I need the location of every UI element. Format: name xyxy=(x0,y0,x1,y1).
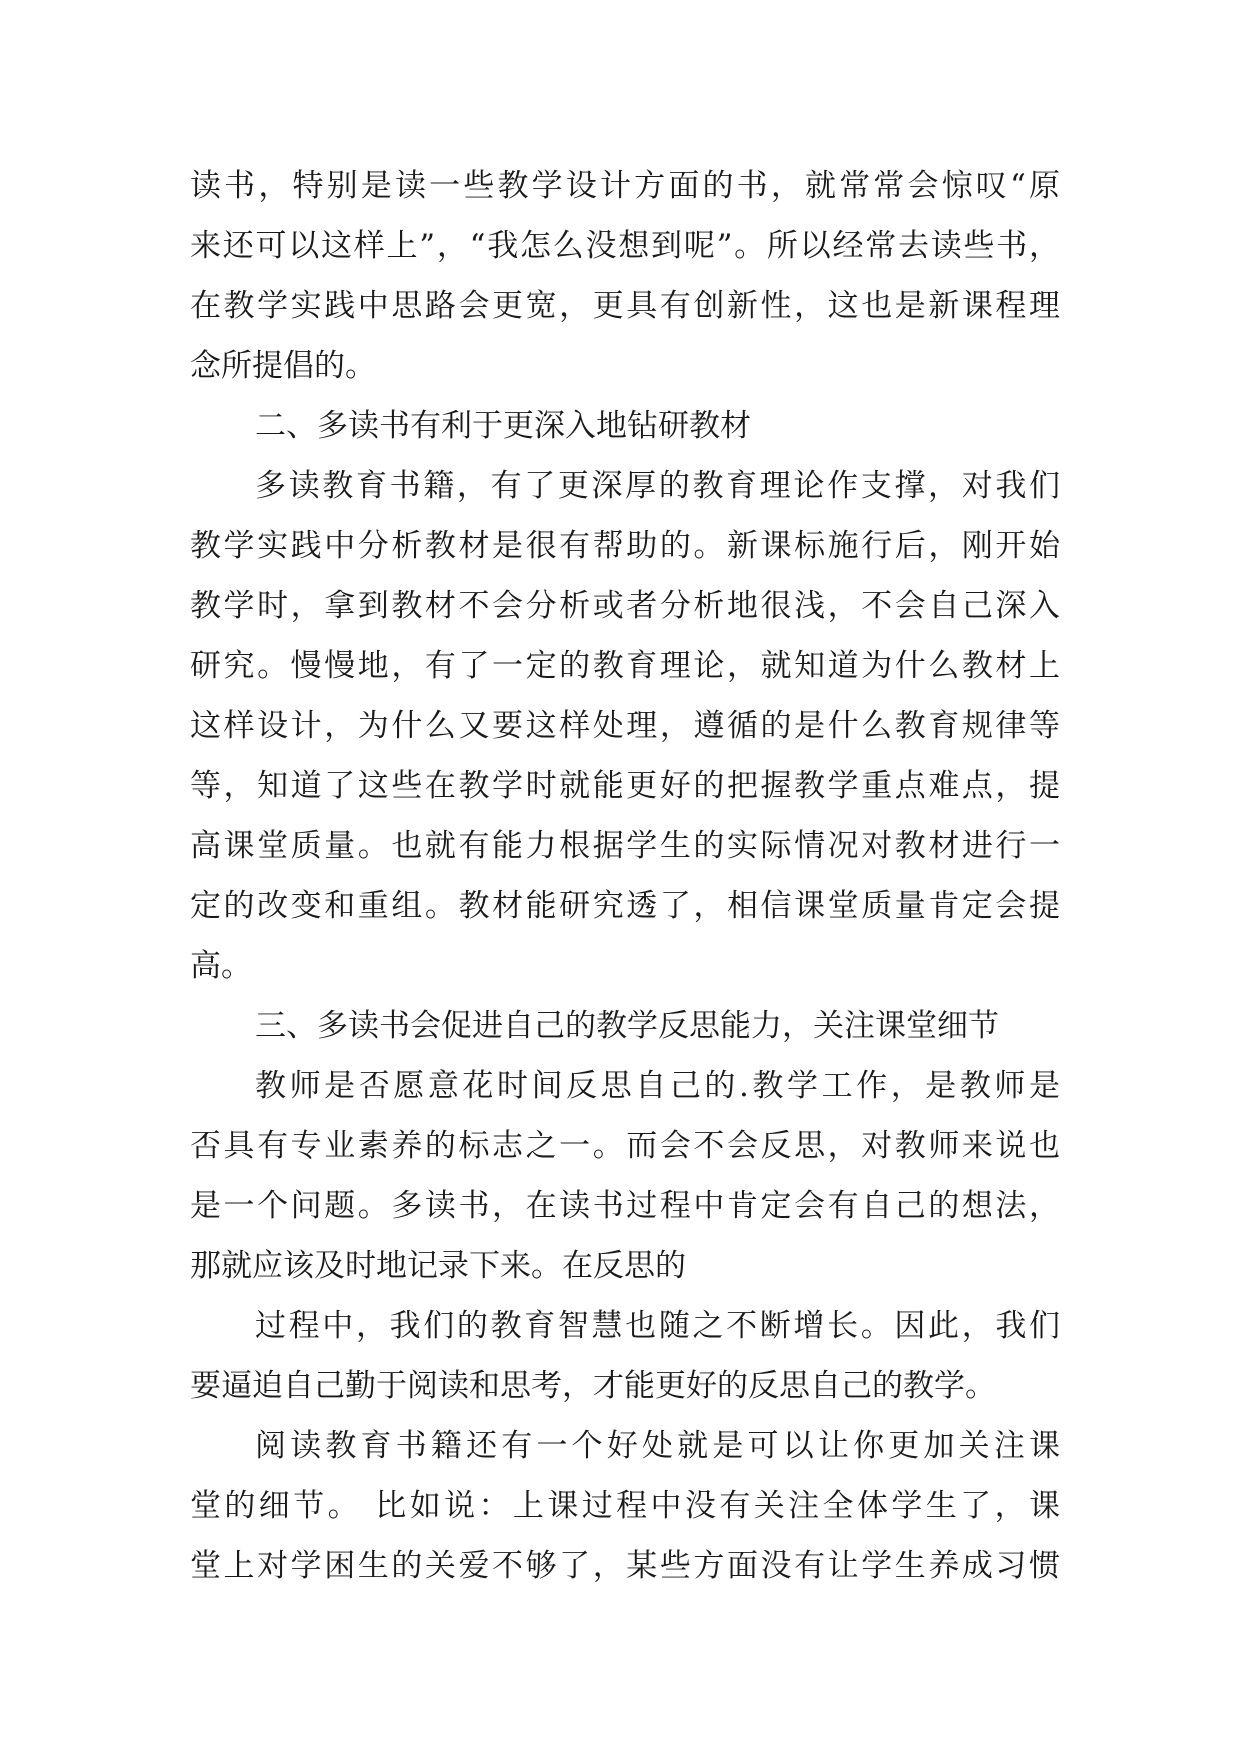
document-body xyxy=(190,156,1060,1596)
text-line: 来还可以这样上”，“我怎么没想到呢”。所以经常去读些书， xyxy=(190,228,1060,264)
text-line: 等，知道了这些在教学时就能更好的把握教学重点难点，提 xyxy=(190,768,1060,804)
text-line: 教学时，拿到教材不会分析或者分析地很浅，不会自己深入 xyxy=(190,588,1060,624)
text-line: 阅读教育书籍还有一个好处就是可以让你更加关注课 xyxy=(255,1428,1060,1464)
text-line: 在教学实践中思路会更宽，更具有创新性，这也是新课程理 xyxy=(190,288,1060,324)
text-line: 这样设计，为什么又要这样处理，遵循的是什么教育规律等 xyxy=(190,708,1060,744)
text-line: 堂的细节。 比如说：上课过程中没有关注全体学生了，课 xyxy=(190,1488,1060,1524)
text-line: 读书，特别是读一些教学设计方面的书，就常常会惊叹“原 xyxy=(190,168,1060,204)
text-line: 堂上对学困生的关爱不够了，某些方面没有让学生养成习惯 xyxy=(190,1548,1060,1584)
text-line: 要逼迫自己勤于阅读和思考，才能更好的反思自己的教学。 xyxy=(190,1368,996,1404)
text-line: 教学实践中分析教材是很有帮助的。新课标施行后，刚开始 xyxy=(190,528,1060,564)
text-line: 是一个问题。多读书，在读书过程中肯定会有自己的想法， xyxy=(190,1188,1060,1224)
text-line: 二、多读书有利于更深入地钻研教材 xyxy=(255,408,751,444)
text-line: 研究。慢慢地，有了一定的教育理论，就知道为什么教材上 xyxy=(190,648,1060,684)
text-line: 否具有专业素养的标志之一。而会不会反思，对教师来说也 xyxy=(190,1128,1060,1164)
text-line: 高课堂质量。也就有能力根据学生的实际情况对教材进行一 xyxy=(190,828,1060,864)
text-line: 定的改变和重组。教材能研究透了，相信课堂质量肯定会提 xyxy=(190,888,1060,924)
text-line: 三、多读书会促进自己的教学反思能力，关注课堂细节 xyxy=(255,1008,999,1044)
text-line: 过程中，我们的教育智慧也随之不断增长。因此，我们 xyxy=(255,1308,1060,1344)
text-line: 念所提倡的。 xyxy=(190,348,376,384)
text-line: 那就应该及时地记录下来。在反思的 xyxy=(190,1248,686,1284)
text-line: 高。 xyxy=(190,948,252,984)
text-line: 教师是否愿意花时间反思自己的.教学工作，是教师是 xyxy=(255,1068,1060,1104)
text-line: 多读教育书籍，有了更深厚的教育理论作支撑，对我们 xyxy=(255,468,1060,504)
